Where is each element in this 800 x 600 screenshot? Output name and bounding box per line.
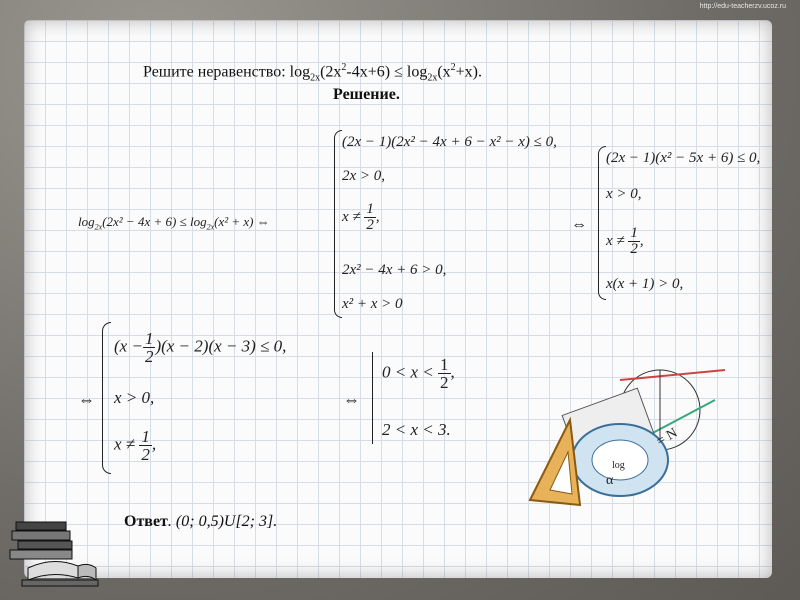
problem-title bbox=[143, 62, 482, 84]
step1-line1: (2x − 1)(2x² − 4x + 6 − x² − x) ≤ 0, bbox=[342, 134, 557, 150]
step3-fraction2 bbox=[139, 428, 152, 463]
step1-base1: 2x bbox=[94, 222, 103, 232]
step2-arrow: ⇔ bbox=[571, 216, 587, 233]
step1-lhs bbox=[78, 214, 270, 232]
step1-base2: 2x bbox=[206, 222, 215, 232]
step3-frac2-num: 1 bbox=[141, 427, 150, 446]
step1-line5: x² + x > 0 bbox=[342, 296, 403, 312]
title-base1: 2x bbox=[310, 72, 321, 84]
geometry-tools-icon bbox=[510, 360, 730, 520]
step1-frac-tail: , bbox=[375, 208, 380, 225]
step3-frac2-tail: , bbox=[151, 434, 157, 454]
step2-line3 bbox=[606, 226, 644, 257]
step3-fraction1 bbox=[143, 330, 156, 365]
step1-frac-num: 1 bbox=[366, 201, 374, 217]
title-exp1: 2 bbox=[341, 62, 347, 73]
step1-brace bbox=[334, 130, 342, 318]
step4-line1 bbox=[382, 356, 455, 391]
step3-l1a: (x − bbox=[114, 336, 143, 356]
step1-line2: 2x > 0, bbox=[342, 168, 386, 184]
step4-fraction bbox=[438, 356, 451, 391]
step1-neq: x ≠ bbox=[342, 208, 361, 225]
step2-line1: (2x − 1)(x² − 5x + 6) ≤ 0, bbox=[606, 150, 761, 166]
tool-text-alpha: α bbox=[606, 473, 614, 488]
title-arg1b: -4x+6) ≤ log bbox=[346, 63, 428, 81]
title-exp2: 2 bbox=[450, 62, 456, 73]
title-arg2a: (x bbox=[437, 63, 451, 81]
tool-text-log: log bbox=[612, 460, 625, 471]
step4-bracket bbox=[372, 352, 373, 444]
step1-rest1: (2x² − 4x + 6) ≤ log bbox=[102, 214, 207, 229]
solution-heading: Решение. bbox=[333, 86, 400, 103]
step4-frac-num: 1 bbox=[440, 355, 449, 374]
step4-arrow: ⇔ bbox=[343, 390, 360, 409]
step1-frac-den: 2 bbox=[366, 217, 374, 233]
step2-neq: x ≠ bbox=[606, 232, 625, 249]
step3-frac1-num: 1 bbox=[144, 329, 154, 348]
step2-frac-den: 2 bbox=[630, 241, 638, 257]
answer-label: Ответ bbox=[124, 513, 168, 530]
step3-line3 bbox=[114, 428, 156, 463]
step2-line4: x(x + 1) > 0, bbox=[606, 276, 684, 292]
step1-rest2: (x² + x) ⇔ bbox=[214, 214, 270, 229]
step2-fraction bbox=[628, 226, 640, 257]
step1-line4: 2x² − 4x + 6 > 0, bbox=[342, 262, 447, 278]
title-prefix: Решите неравенство: log bbox=[143, 63, 311, 81]
step3-frac2-den: 2 bbox=[141, 445, 150, 464]
title-arg2b: +x). bbox=[455, 63, 483, 81]
answer-value: . (0; 0,5)U[2; 3]. bbox=[167, 513, 278, 530]
site-url: http://edu-teacherzv.ucoz.ru bbox=[699, 3, 786, 10]
step3-brace bbox=[102, 322, 111, 474]
title-arg1a: (2x bbox=[320, 63, 342, 81]
step3-arrow: ⇔ bbox=[78, 390, 95, 409]
answer bbox=[124, 513, 277, 531]
step2-line2: x > 0, bbox=[606, 186, 642, 202]
step4-frac-den: 2 bbox=[440, 373, 449, 392]
step3-line1 bbox=[114, 330, 286, 365]
step3-l1b: )(x − 2)(x − 3) ≤ 0, bbox=[155, 336, 287, 356]
tool-text-n: = N bbox=[654, 425, 681, 450]
step1-line3 bbox=[342, 202, 380, 233]
step4-l1-tail: , bbox=[450, 362, 455, 382]
step4-line2: 2 < x < 3. bbox=[382, 420, 451, 439]
step2-frac-num: 1 bbox=[630, 225, 638, 241]
step2-frac-tail: , bbox=[639, 232, 644, 249]
step1-log1: log bbox=[78, 214, 95, 229]
books-icon bbox=[8, 518, 100, 590]
step1-fraction bbox=[364, 202, 376, 233]
step4-l1: 0 < x < bbox=[382, 362, 434, 382]
title-base2: 2x bbox=[427, 72, 438, 84]
step3-frac1-den: 2 bbox=[144, 347, 154, 366]
step3-neq: x ≠ bbox=[114, 434, 136, 454]
step3-line2: x > 0, bbox=[114, 388, 155, 407]
step2-brace bbox=[598, 146, 606, 300]
